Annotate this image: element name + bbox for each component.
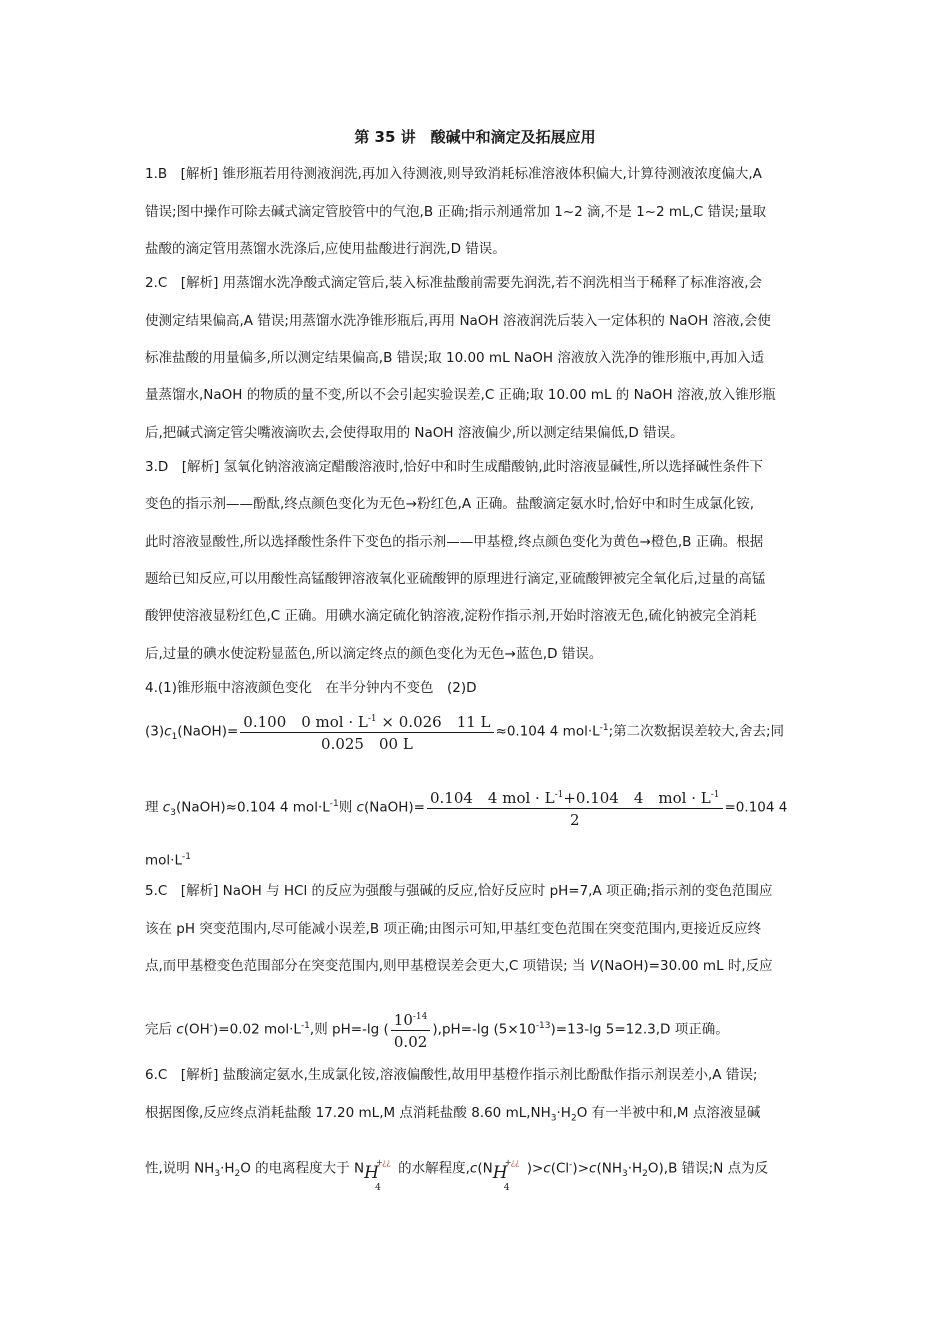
q4-formula-2: 理 $c_3(NaOH)\approx 0.104$ 4 $mol\cdot L^{-1}$则 c(NaOH)= $\frac{0.104 4 mol \cdot L^{-1}+0.104 4 mol \cdot L^{-1}}{2}$ =0.104 4 <box>145 786 787 829</box>
q3-line-5: 酸钾使溶液显粉红色,C 正确。用碘水滴定硫化钠溶液,淀粉作指示剂,开始时溶液无色,硫化钠被完全消耗 <box>145 608 757 624</box>
ammonium-formula-2: H 4 + ¿¿ <box>492 1157 520 1193</box>
q4-formula-3: $mol\cdot L^{-1}$ <box>145 852 191 869</box>
q1-line-3: 盐酸的滴定管用蒸馏水洗涤后,应使用盐酸进行润洗,D 错误。 <box>145 241 506 257</box>
q3-line-2: 变色的指示剂——酚酞,终点颜色变化为无色→粉红色,A 正确。盐酸滴定氨水时,恰好中和时生成氯化铵, <box>145 496 755 512</box>
ammonium-formula-1: H 4 + ¿¿ <box>364 1157 391 1193</box>
q1-line-2: 错误;图中操作可除去碱式滴定管胶管中的气泡,B 正确;指示剂通常加 1~2 滴,不是 1~2 mL,C 错误;量取 <box>145 204 767 220</box>
q2-line-5: 后,把碱式滴定管尖嘴液滴吹去,会使得取用的 NaOH 溶液偏少,所以测定结果偏低,D 错误。 <box>145 425 684 441</box>
q2-line-3: 标准盐酸的用量偏多,所以测定结果偏高,B 错误;取 10.00 mL NaOH 溶液放入洗净的锥形瓶中,再加入适 <box>145 350 765 366</box>
q6-line-3: 性,说明 $NH_3\cdot H_2O$ 的电离程度大于 N H 4 + ¿¿ 的水解程度,c(N H 4 + ¿¿ )$>c(Cl^-)>c(NH_3\cdot H_2O),B$ 错误;N 点为反 <box>145 1157 769 1193</box>
q4-fraction-2: $\frac{0.104 4 mol \cdot L^{-1}+0.104 4 mol \cdot L^{-1}}{2}$ <box>427 786 723 829</box>
q5-line-2: 该在 pH 突变范围内,尽可能减小误差,B 项正确;由图示可知,甲基红变色范围在突变范围内,更接近反应终 <box>145 921 762 937</box>
q2-line-4: 量蒸馏水,NaOH 的物质的量不变,所以不会引起实验误差,C 正确;取 10.00 mL 的 NaOH 溶液,放入锥形瓶 <box>145 387 776 403</box>
q3-line-1: 3.D [解析] 氢氧化钠溶液滴定醋酸溶液时,恰好中和时生成醋酸钠,此时溶液显碱性,所以选择碱性条件下 <box>145 459 763 475</box>
q3-line-3: 此时溶液显酸性,所以选择酸性条件下变色的指示剂——甲基橙,终点颜色变化为黄色→橙色,B 正确。根据 <box>145 534 764 550</box>
q4-fraction-1: $\frac{0.100 0 mol \cdot L^{-1} \times 0.026 11 L}{0.025 00 L}$ <box>240 710 493 753</box>
q6-line-1: 6.C [解析] 盐酸滴定氨水,生成氯化铵,溶液偏酸性,故用甲基橙作指示剂比酚酞作指示剂误差小,A 错误; <box>145 1067 758 1083</box>
q5-line-3: 点,而甲基橙变色范围部分在突变范围内,则甲基橙误差会更大,C 项错误; 当 V(NaOH)=30.00 mL 时,反应 <box>145 958 773 974</box>
q4-formula-1: $(3)c_1(NaOH)=$ $\frac{0.100 0 mol \cdot L^{-1} \times 0.026 11 L}{0.025 00 L}$ ≈0.104 4 $mol\cdot L^{-1}$;第二次数据误差较大,舍去;同 <box>145 710 784 753</box>
q5-line-4: 完后 c(OH-)=0.02 $mol\cdot L^{-1}$,则 pH=-lg ( $\frac{10^{-14}}{0.02}$ ),pH=-lg $(5\times 10^{-13})=13-\lg$ 5=12.3,D 项正确。 <box>145 1008 729 1051</box>
q5-fraction: $\frac{10^{-14}}{0.02}$ <box>391 1008 431 1051</box>
page-title: 第 35 讲 酸碱中和滴定及拓展应用 <box>354 128 596 146</box>
q1-line-1: 1.B [解析] 锥形瓶若用待测液润洗,再加入待测液,则导致消耗标准溶液体积偏大,计算待测液浓度偏大,A <box>145 166 762 182</box>
q6-line-2: 根据图像,反应终点消耗盐酸 17.20 mL,M 点消耗盐酸 8.60 $mL,NH_3\cdot H_2O$ 有一半被中和,M 点溶液显碱 <box>145 1105 761 1124</box>
q5-line-1: 5.C [解析] NaOH 与 HCl 的反应为强酸与强碱的反应,恰好反应时 pH=7,A 项正确;指示剂的变色范围应 <box>145 883 773 899</box>
q3-line-4: 题给已知反应,可以用酸性高锰酸钾溶液氧化亚硫酸钾的原理进行滴定,亚硫酸钾被完全氧化后,过量的高锰 <box>145 571 766 587</box>
q2-line-1: 2.C [解析] 用蒸馏水洗净酸式滴定管后,装入标准盐酸前需要先润洗,若不润洗相当于稀释了标准溶液,会 <box>145 275 763 291</box>
q4-line-1: 4.(1)锥形瓶中溶液颜色变化 在半分钟内不变色 (2)D <box>145 680 477 696</box>
q3-line-6: 后,过量的碘水使淀粉显蓝色,所以滴定终点的颜色变化为无色→蓝色,D 错误。 <box>145 646 603 662</box>
q2-line-2: 使测定结果偏高,A 错误;用蒸馏水洗净锥形瓶后,再用 NaOH 溶液润洗后装入一定体积的 NaOH 溶液,会使 <box>145 313 771 329</box>
